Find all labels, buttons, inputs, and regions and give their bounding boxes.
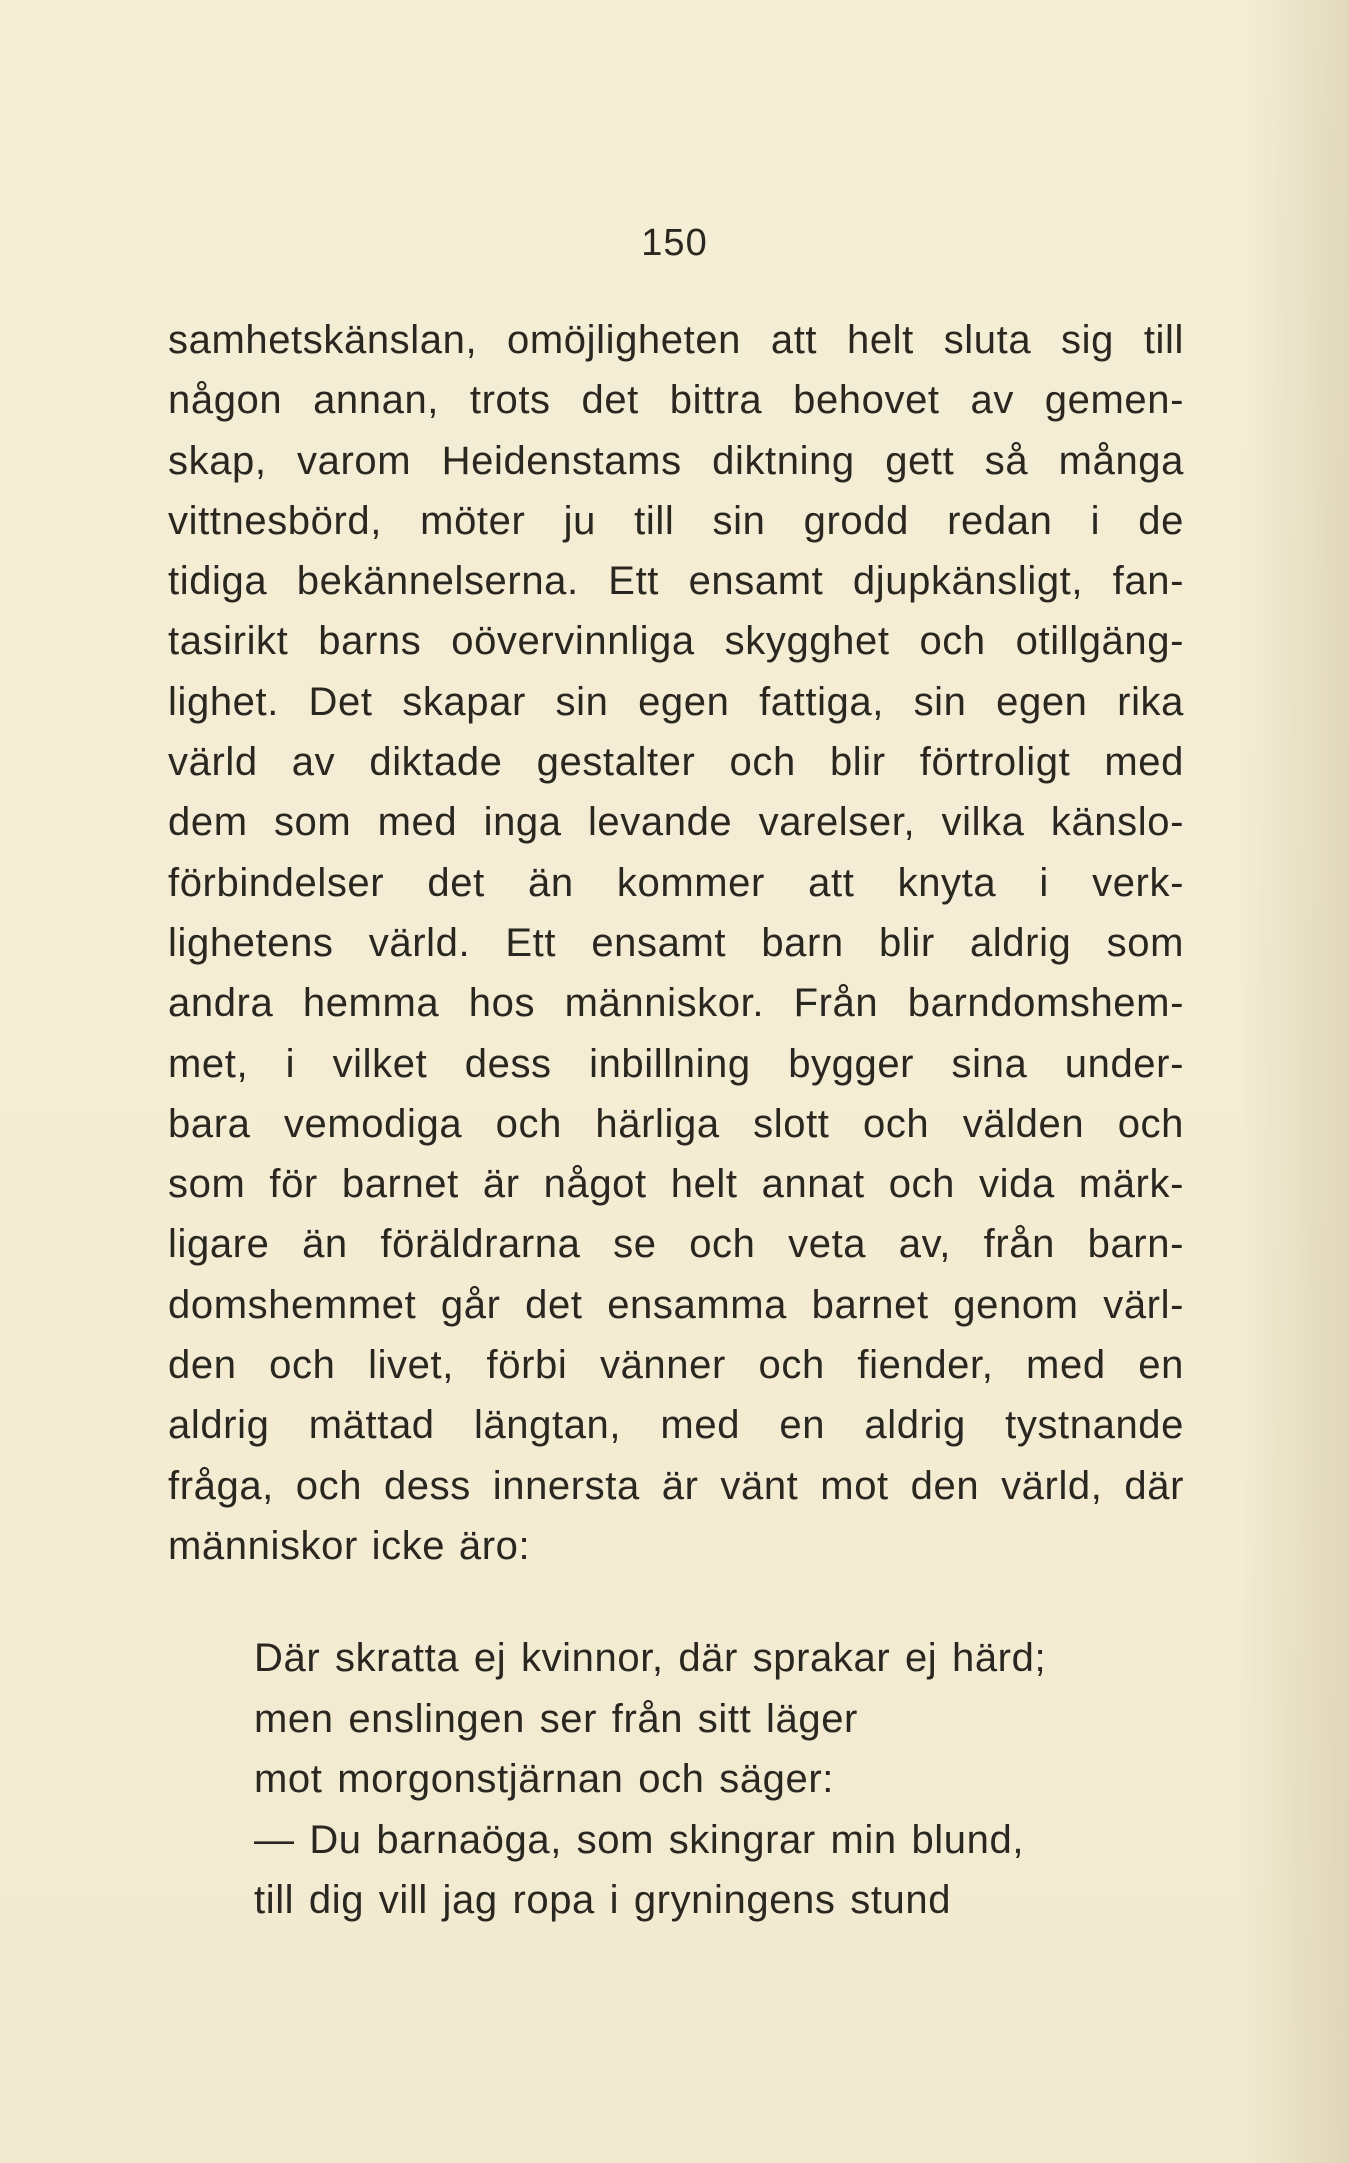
paragraph-line: bara vemodiga och härliga slott och välden och	[168, 1101, 1184, 1146]
paragraph-line: den och livet, förbi vänner och fiender, med en	[168, 1343, 1184, 1388]
page-number: 150	[641, 222, 708, 264]
verse-line: till dig vill jag ropa i gryningens stund	[254, 1878, 952, 1922]
paragraph-line: samhetskänslan, omöjligheten att helt sluta sig till	[168, 318, 1184, 362]
verse-line: mot morgonstjärnan och säger:	[254, 1757, 835, 1801]
paragraph-line: som för barnet är något helt annat och vida märk-	[168, 1162, 1184, 1207]
paragraph-line: lighetens värld. Ett ensamt barn blir aldrig som	[168, 920, 1184, 965]
verse-quote	[254, 1628, 1194, 1931]
verse-line: Där skratta ej kvinnor, där sprakar ej härd;	[254, 1636, 1047, 1680]
paragraph-line: fråga, och dess innersta är vänt mot den värld, där	[168, 1463, 1184, 1508]
paragraph-line: förbindelser det än kommer att knyta i verk-	[168, 860, 1184, 905]
paragraph-line: tidiga bekännelserna. Ett ensamt djupkänsligt, fan-	[168, 559, 1184, 604]
paragraph-line: met, i vilket dess inbillning bygger sina under-	[168, 1041, 1184, 1086]
verse-line: men enslingen ser från sitt läger	[254, 1696, 858, 1741]
paragraph-line: vittnesbörd, möter ju till sin grodd redan i de	[168, 498, 1184, 543]
paragraph-line: människor icke äro:	[168, 1523, 531, 1568]
verse-line: — Du barnaöga, som skingrar min blund,	[254, 1817, 1025, 1862]
body-paragraph	[168, 310, 1184, 1576]
paragraph-line: värld av diktade gestalter och blir förtroligt med	[168, 740, 1184, 785]
paragraph-line: ligare än föräldrarna se och veta av, från barn-	[168, 1222, 1184, 1267]
paragraph-line: någon annan, trots det bittra behovet av gemen-	[168, 378, 1184, 423]
paragraph-line: lighet. Det skapar sin egen fattiga, sin egen rika	[168, 679, 1184, 724]
paragraph-line: tasirikt barns oövervinnliga skygghet och otillgäng-	[168, 619, 1184, 664]
paragraph-line: domshemmet går det ensamma barnet genom värl-	[168, 1282, 1184, 1327]
paragraph-line: skap, varom Heidenstams diktning gett så många	[168, 438, 1184, 483]
paragraph-line: aldrig mättad längtan, med en aldrig tystnande	[168, 1403, 1184, 1448]
paragraph-line: andra hemma hos människor. Från barndomshem-	[168, 981, 1184, 1026]
paragraph-line: dem som med inga levande varelser, vilka känslo-	[168, 800, 1184, 845]
